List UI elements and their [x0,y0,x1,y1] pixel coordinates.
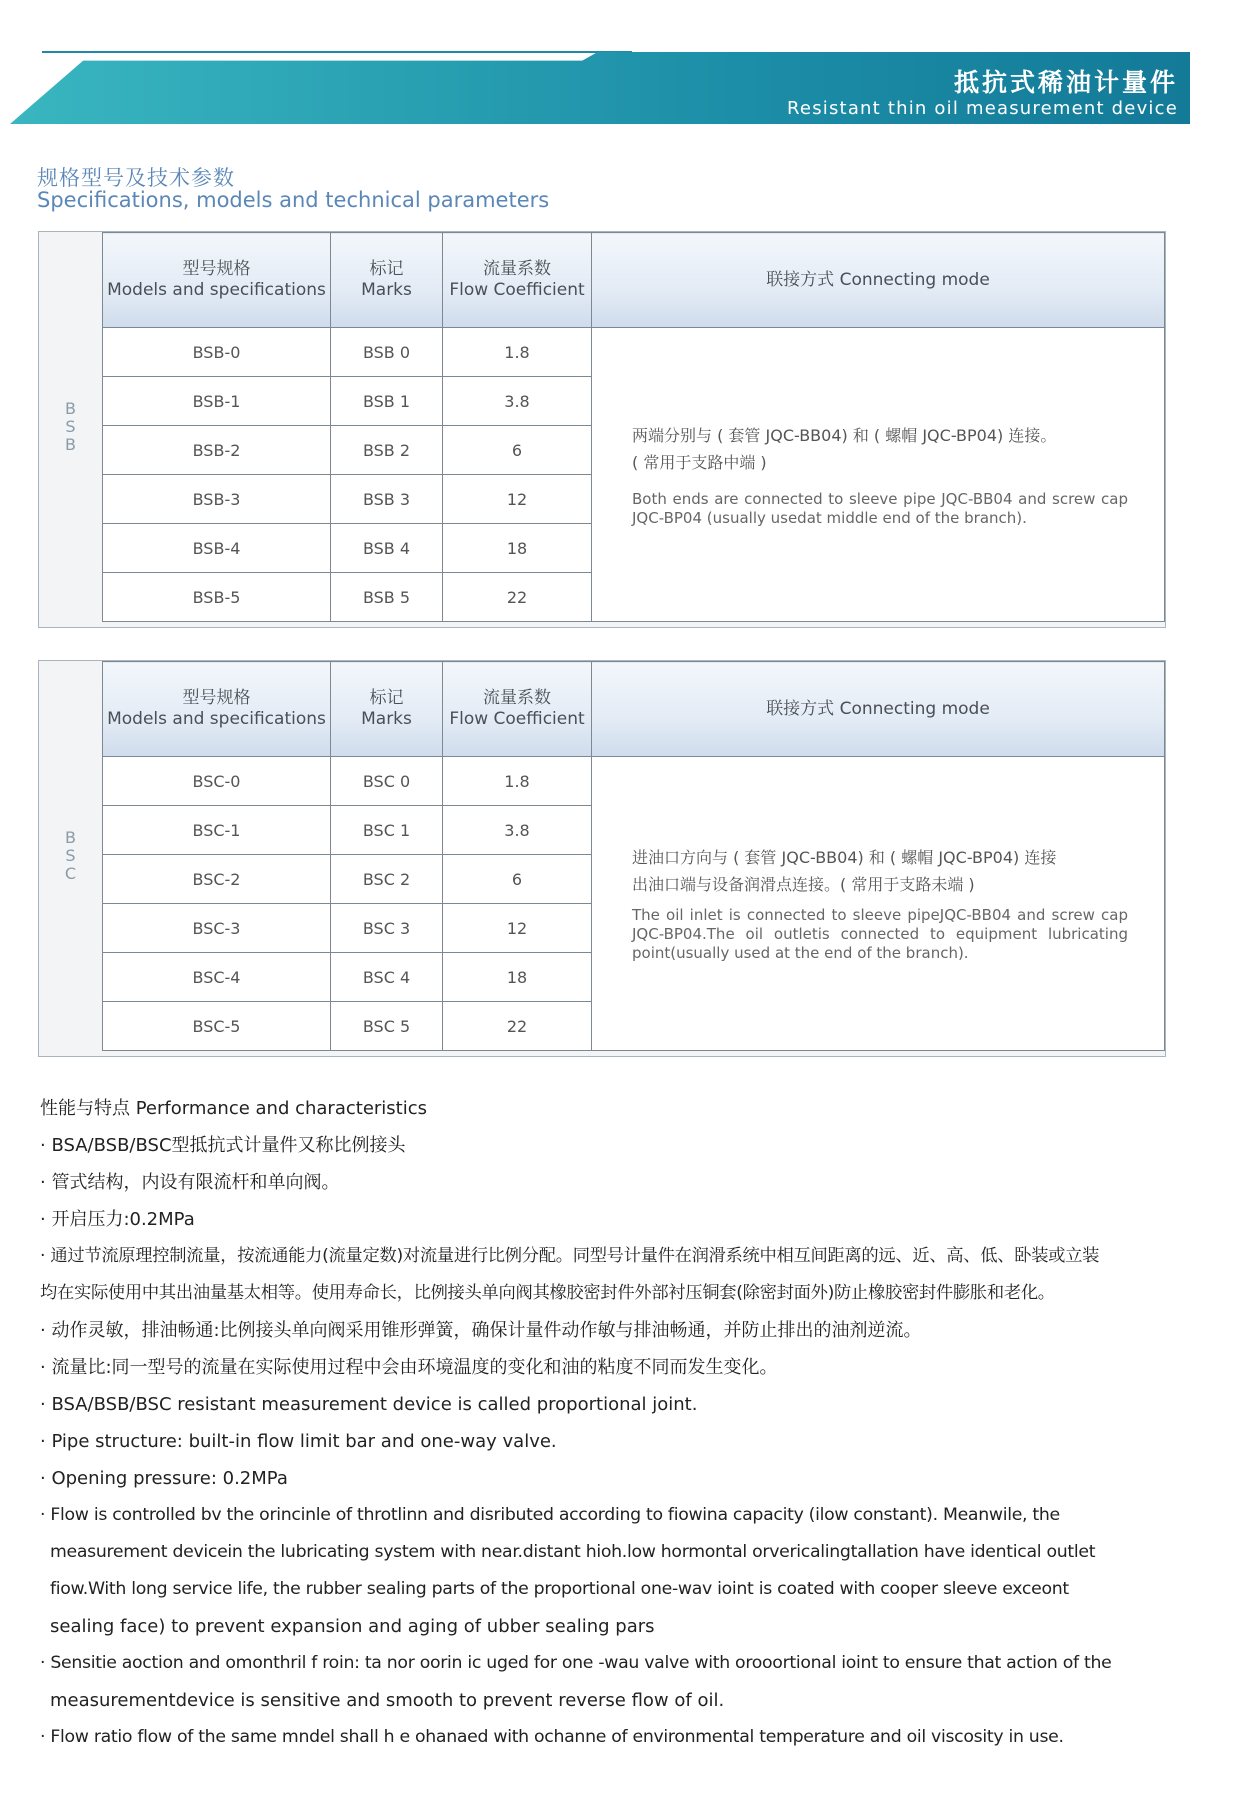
perf-line: · BSA/BSB/BSC resistant measurement device is called proportional joint. [40,1394,698,1415]
cell-mark: BSB 3 [331,475,443,524]
header-flow-en: Flow Coefficient [449,280,585,300]
bsb-grid [102,232,1165,622]
perf-line: measurementdevice is sensitive and smooth to prevent reverse flow of oil. [50,1690,725,1711]
perf-line: 均在实际使用中其出油量基太相等。使用寿命长，比例接头单向阀其橡胶密封件外部衬压铜套(除密封面外)防止橡胶密封件膨胀和老化。 [40,1283,1055,1303]
perf-line: sealing face) to prevent expansion and aging of ubber sealing pars [50,1616,655,1637]
bsc-side-label [39,829,102,883]
bsc-mode-cn-1: 进油口方向与 ( 套管 JQC-BB04) 和 ( 螺帽 JQC-BP04) 连接 [632,848,1057,867]
header-flow-en: Flow Coefficient [449,709,585,729]
cell-flow: 1.8 [443,328,592,377]
header-rule [42,51,632,53]
header-flow [443,662,592,757]
cell-flow: 22 [443,573,592,622]
header-marks-cn: 标记 [369,688,404,708]
cell-model: BSC-3 [103,904,331,953]
bsc-side-text: BSC [64,828,77,883]
cell-model: BSB-4 [103,524,331,573]
bsc-mode-en: The oil inlet is connected to sleeve pipeJQC-BB04 and screw cap JQC-BP04.The oil outletis connected to equipment lubricating point(usually used at the end of the branch). [632,906,1128,962]
cell-mark: BSB 0 [331,328,443,377]
bsb-mode-en: Both ends are connected to sleeve pipe JQC-BB04 and screw cap JQC-BP04 (usually usedat middle end of the branch). [632,489,1128,527]
perf-line: · Pipe structure: built-in flow limit bar and one-way valve. [40,1431,557,1452]
header-marks-en: Marks [361,280,412,300]
bsc-header-row [103,662,1165,757]
cell-model: BSB-3 [103,475,331,524]
header-model [103,233,331,328]
cell-mark: BSC 2 [331,855,443,904]
cell-flow: 6 [443,426,592,475]
cell-flow: 12 [443,904,592,953]
perf-line: · 管式结构，内设有限流杆和单向阀。 [40,1172,340,1193]
bsc-table [38,660,1166,1057]
header-flow [443,233,592,328]
perf-line: fiow.With long service life, the rubber sealing parts of the proportional one-wav ioint is coated with cooper sleeve exceont [50,1579,1069,1599]
perf-line: · Flow is controlled bv the orincinle of throtlinn and disributed according to fiowina capacity (ilow constant). Meanwile, the [40,1505,1060,1525]
perf-line: · 动作灵敏，排油畅通:比例接头单向阀采用锥形弹簧，确保计量件动作敏与排油畅通，并防止排出的油剂逆流。 [40,1320,922,1341]
table-row [103,757,1165,806]
bsb-side-label [39,400,102,454]
header-marks [331,233,443,328]
bsb-mode-cn-1: 两端分别与 ( 套管 JQC-BB04) 和 ( 螺帽 JQC-BP04) 连接。 [632,425,1057,445]
page-title-cn: 抵抗式稀油计量件 [953,68,1178,97]
bsc-grid [102,661,1165,1051]
performance-title: 性能与特点 Performance and characteristics [40,1098,427,1119]
bsc-connecting-mode [592,757,1165,1051]
cell-flow: 3.8 [443,377,592,426]
cell-mark: BSC 1 [331,806,443,855]
cell-mark: BSC 0 [331,757,443,806]
bsb-header-row [103,233,1165,328]
perf-line: · Flow ratio flow of the same mndel shall h e ohanaed with ochanne of environmental temperature and oil viscosity in use. [40,1727,1064,1747]
section-title-cn: 规格型号及技术参数 [37,166,235,190]
perf-line: measurement devicein the lubricating system with near.distant hioh.low hormontal orvericalingtallation have identical outlet [50,1542,1096,1562]
header-model-cn: 型号规格 [182,259,251,279]
cell-mark: BSB 5 [331,573,443,622]
header-marks [331,662,443,757]
perf-line: · 流量比:同一型号的流量在实际使用过程中会由环境温度的变化和油的粘度不同而发生变化。 [40,1357,778,1378]
bsb-side-text: BSB [65,399,76,454]
header-mode: 联接方式 Connecting mode [592,233,1165,328]
cell-flow: 18 [443,953,592,1002]
cell-model: BSB-1 [103,377,331,426]
bsb-table [38,231,1166,628]
cell-model: BSC-4 [103,953,331,1002]
cell-mark: BSB 4 [331,524,443,573]
perf-line: · 开启压力:0.2MPa [40,1209,195,1230]
cell-model: BSB-2 [103,426,331,475]
header-flow-cn: 流量系数 [483,259,551,279]
cell-flow: 22 [443,1002,592,1051]
table-row [103,328,1165,377]
perf-line: · Opening pressure: 0.2MPa [40,1468,288,1489]
header-model [103,662,331,757]
cell-flow: 18 [443,524,592,573]
perf-line: · BSA/BSB/BSC型抵抗式计量件又称比例接头 [40,1135,406,1156]
cell-mark: BSC 3 [331,904,443,953]
cell-mark: BSC 4 [331,953,443,1002]
cell-mark: BSB 2 [331,426,443,475]
perf-line: · Sensitie aoction and omonthril f roin: ta nor oorin ic uged for one -wau valve with orooortional ioint to ensure that action of the [40,1653,1112,1673]
cell-model: BSB-5 [103,573,331,622]
header-model-en: Models and specifications [107,709,326,729]
header-marks-en: Marks [361,709,412,729]
header-model-cn: 型号规格 [182,688,251,708]
cell-mark: BSB 1 [331,377,443,426]
header-flow-cn: 流量系数 [483,688,551,708]
cell-model: BSC-1 [103,806,331,855]
cell-model: BSC-2 [103,855,331,904]
cell-flow: 1.8 [443,757,592,806]
cell-mark: BSC 5 [331,1002,443,1051]
cell-model: BSC-5 [103,1002,331,1051]
bsc-mode-cn-2: 出油口端与设备润滑点连接。( 常用于支路未端 ) [632,875,975,894]
header-marks-cn: 标记 [369,259,404,279]
section-title-en: Specifications, models and technical parameters [37,188,550,212]
cell-flow: 12 [443,475,592,524]
page-title-en: Resistant thin oil measurement device [787,98,1178,119]
header-mode: 联接方式 Connecting mode [592,662,1165,757]
bsb-mode-cn-2: ( 常用于支路中端 ) [632,452,767,472]
header-model-en: Models and specifications [107,280,326,300]
cell-flow: 6 [443,855,592,904]
perf-line: · 通过节流原理控制流量，按流通能力(流量定数)对流量进行比例分配。同型号计量件在润滑系统中相互间距离的远、近、高、低、卧装或立装 [40,1246,1100,1266]
cell-flow: 3.8 [443,806,592,855]
cell-model: BSB-0 [103,328,331,377]
cell-model: BSC-0 [103,757,331,806]
bsb-connecting-mode [592,328,1165,622]
performance-section [40,1090,1210,1756]
